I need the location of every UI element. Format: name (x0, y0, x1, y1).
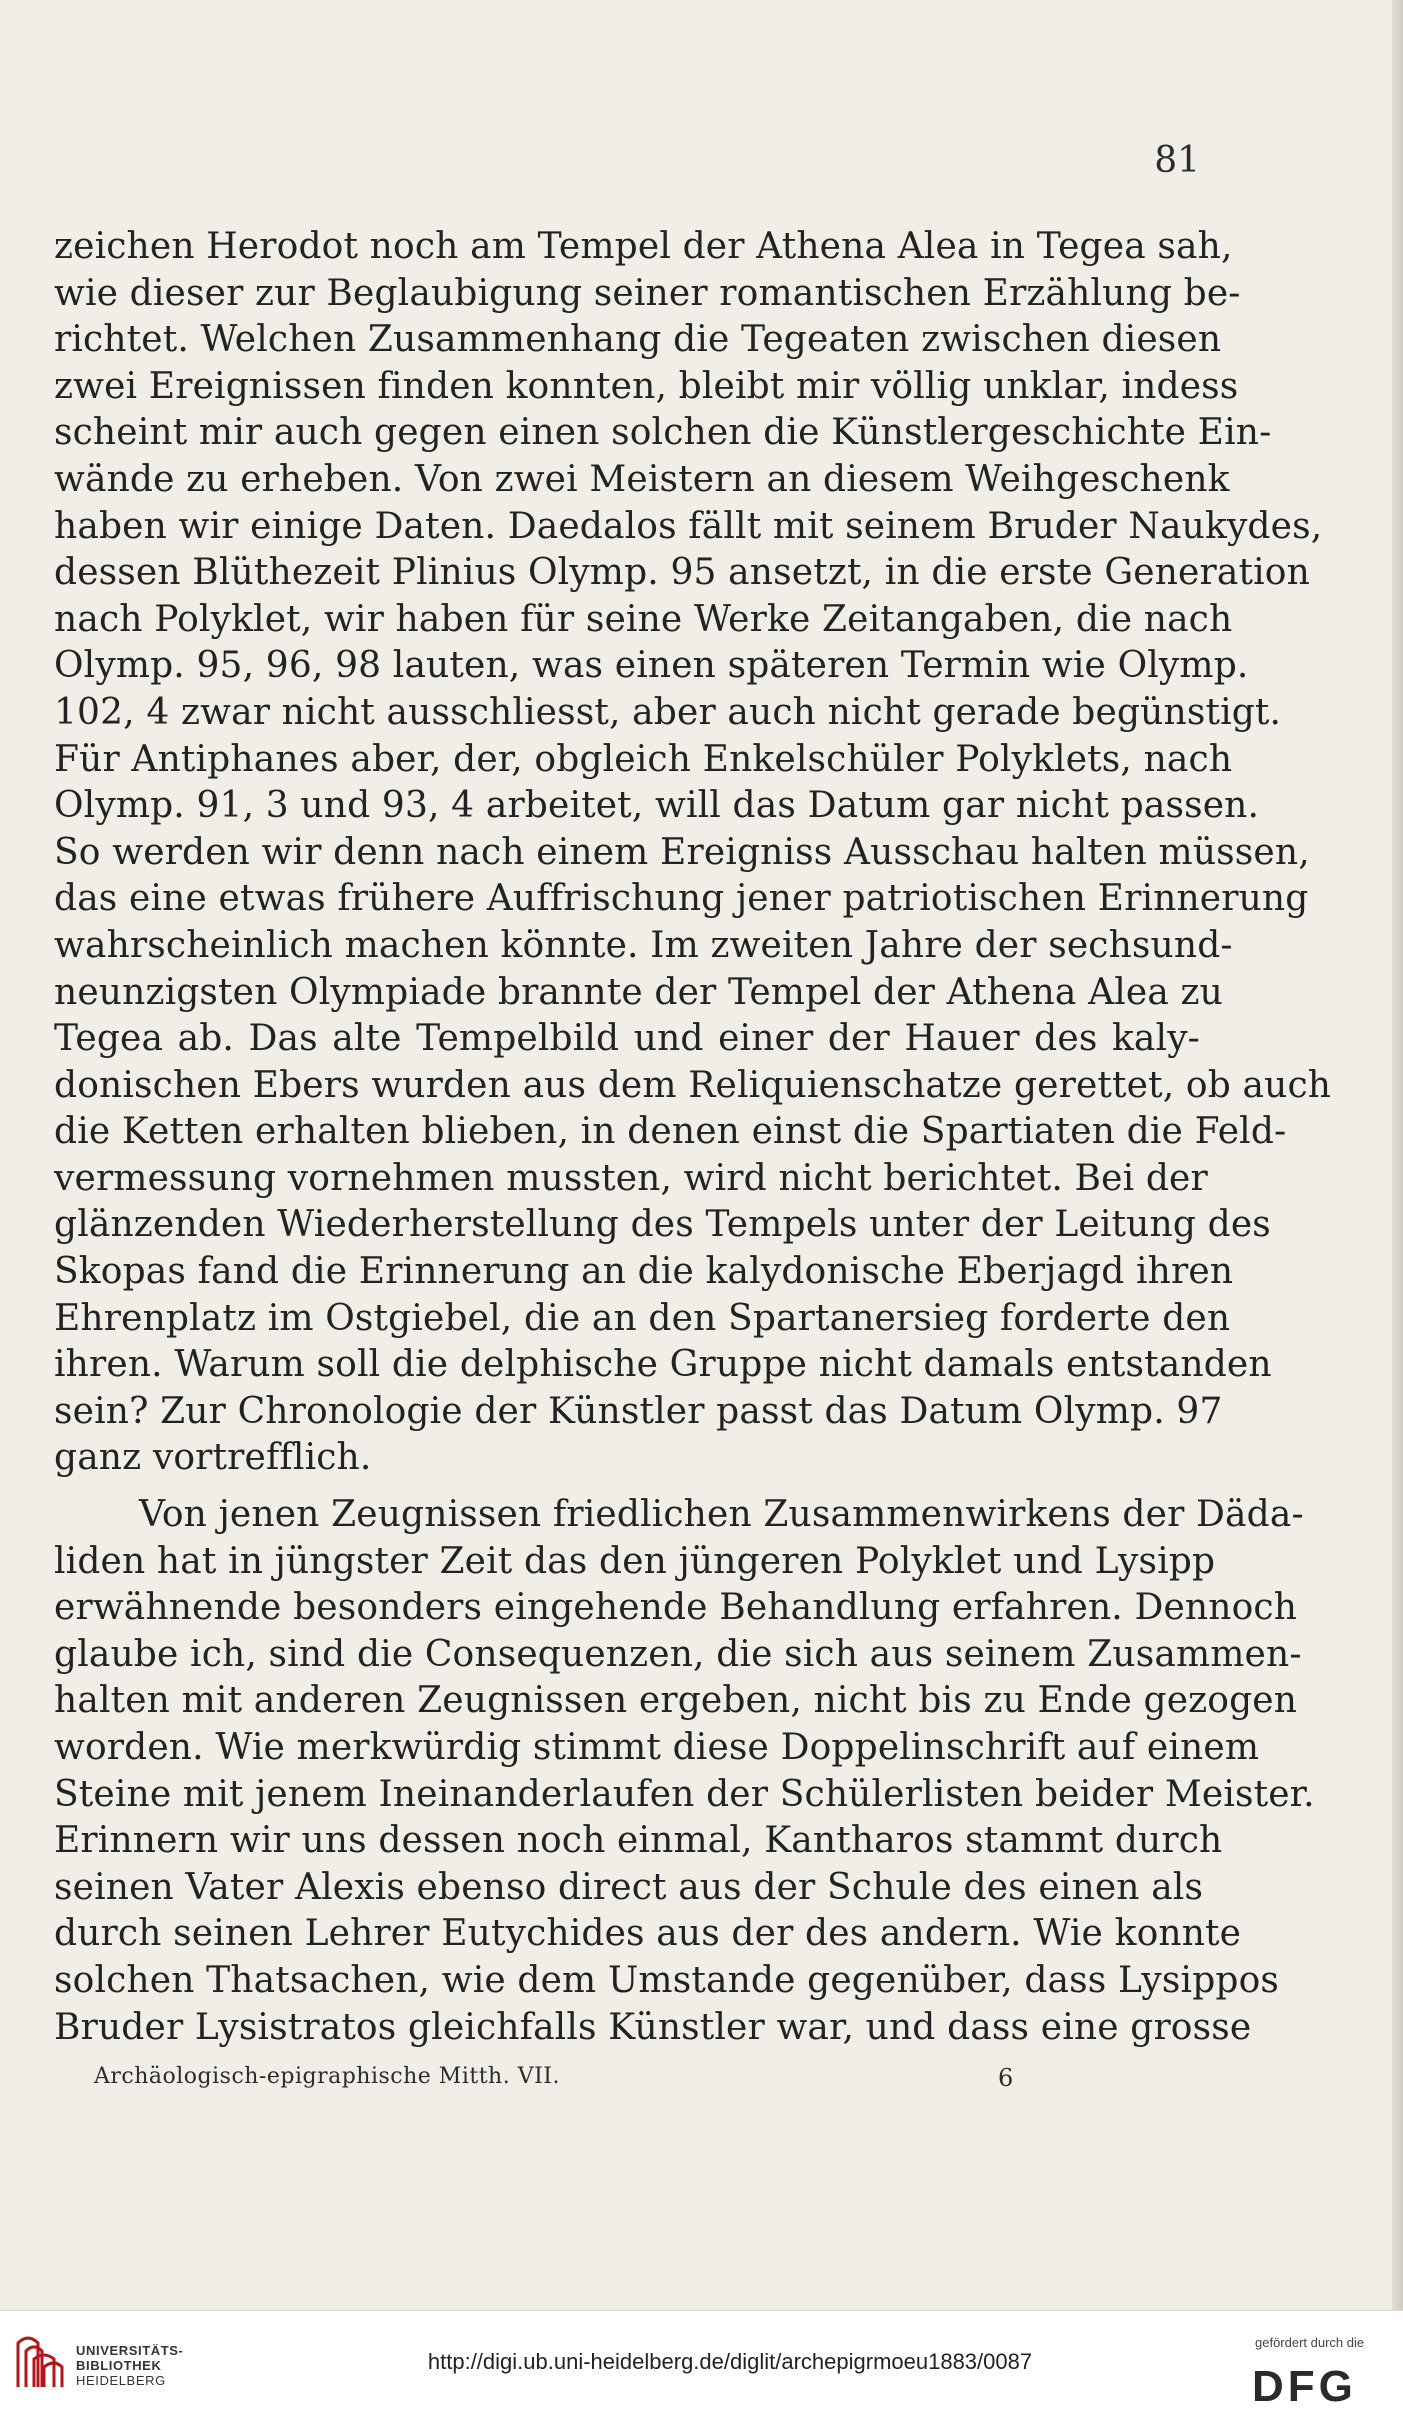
text-line: Tegea ab. Das alte Tempelbild und einer der Hauer des kaly- (54, 1018, 1200, 1060)
text-line: ihren. Warum soll die delphische Gruppe nicht damals entstanden (54, 1344, 1272, 1386)
text-line: die Ketten erhalten blieben, in denen einst die Spartiaten die Feld- (54, 1111, 1287, 1153)
text-line: sein? Zur Chronologie der Künstler passt das Datum Olymp. 97 (54, 1390, 1223, 1432)
text-line: das eine etwas frühere Auffrischung jener patriotischen Erinnerung (54, 878, 1309, 920)
text-line: neunzigsten Olympiade brannte der Tempel der Athena Alea zu (54, 971, 1223, 1013)
text-line: haben wir einige Daten. Daedalos fällt mit seinem Bruder Naukydes, (54, 505, 1323, 547)
text-line: wie dieser zur Beglaubigung seiner romantischen Erzählung be- (54, 272, 1241, 314)
text-line: vermessung vornehmen mussten, wird nicht berichtet. Bei der (54, 1157, 1208, 1199)
text-line: scheint mir auch gegen einen solchen die Künstlergeschichte Ein- (54, 412, 1272, 454)
text-line: nach Polyklet, wir haben für seine Werke Zeitangaben, die nach (54, 598, 1233, 640)
footer-sheet-signature: 6 (998, 2064, 1014, 2092)
paragraph-1 (54, 224, 1332, 1482)
text-line: Ehrenplatz im Ostgiebel, die an den Spartanersieg forderte den (54, 1297, 1231, 1339)
text-line: wände zu erheben. Von zwei Meistern an diesem Weihgeschenk (54, 458, 1230, 500)
text-line: Olymp. 95, 96, 98 lauten, was einen späteren Termin wie Olymp. (54, 645, 1249, 687)
library-name-line-3: HEIDELBERG (76, 2373, 166, 2388)
library-name-line-1: UNIVERSITÄTS- (76, 2343, 184, 2358)
paragraph-2 (54, 1492, 1315, 2051)
text-line: glänzenden Wiederherstellung des Tempels unter der Leitung des (54, 1204, 1271, 1246)
text-line: glaube ich, sind die Consequenzen, die sich aus seinem Zusammen- (54, 1633, 1302, 1675)
text-line: richtet. Welchen Zusammenhang die Tegeaten zwischen diesen (54, 319, 1222, 361)
library-name-line-2: BIBLIOTHEK (76, 2358, 162, 2373)
text-line: So werden wir denn nach einem Ereigniss Ausschau halten müssen, (54, 831, 1310, 873)
viewer-footer-bar (0, 2310, 1403, 2417)
text-line: Für Antiphanes aber, der, obgleich Enkelschüler Polyklets, nach (54, 738, 1233, 780)
text-line: Bruder Lysistratos gleichfalls Künstler war, und dass eine grosse (54, 2006, 1252, 2048)
funded-by-label: gefördert durch die (1255, 2335, 1365, 2350)
text-line: donischen Ebers wurden aus dem Reliquienschatze gerettet, ob auch (54, 1064, 1332, 1106)
text-line: halten mit anderen Zeugnissen ergeben, nicht bis zu Ende gezogen (54, 1680, 1298, 1722)
dfg-logo-icon (1252, 2363, 1388, 2405)
page-edge-shadow (1392, 0, 1403, 2310)
text-line: ganz vortrefflich. (54, 1437, 372, 1479)
text-line: zeichen Herodot noch am Tempel der Athena Alea in Tegea sah, (54, 226, 1233, 267)
permalink-url[interactable]: http://digi.ub.uni-heidelberg.de/diglit/archepigrmoeu1883/0087 (427, 2349, 1033, 2374)
text-line: Steine mit jenem Ineinanderlaufen der Schülerlisten beider Meister. (54, 1773, 1315, 1815)
footer-journal-title: Archäologisch-epigraphische Mitth. VII. (94, 2064, 560, 2089)
text-line: Von jenen Zeugnissen friedlichen Zusammenwirkens der Däda- (139, 1494, 1304, 1535)
university-library-name (76, 2343, 183, 2388)
text-line: zwei Ereignissen finden konnten, bleibt mir völlig unklar, indess (54, 365, 1239, 407)
text-line: Olymp. 91, 3 und 93, 4 arbeitet, will das Datum gar nicht passen. (54, 785, 1260, 827)
text-line: Erinnern wir uns dessen noch einmal, Kantharos stammt durch (54, 1820, 1223, 1862)
text-line: wahrscheinlich machen könnte. Im zweiten Jahre der sechsund- (54, 924, 1233, 966)
text-line: worden. Wie merkwürdig stimmt diese Doppelinschrift auf einem (54, 1726, 1260, 1768)
text-line: solchen Thatsachen, wie dem Umstande gegenüber, dass Lysippos (54, 1959, 1280, 2001)
text-line: liden hat in jüngster Zeit das den jüngeren Polyklet und Lysipp (54, 1540, 1216, 1582)
text-line: 102, 4 zwar nicht ausschliesst, aber auch nicht gerade begünstigt. (54, 691, 1282, 733)
university-library-logo-icon (14, 2329, 66, 2391)
page-number: 81 (1154, 140, 1200, 181)
text-line: dessen Blüthezeit Plinius Olymp. 95 ansetzt, in die erste Generation (54, 552, 1310, 594)
dfg-logo-text: DFG (1252, 2363, 1357, 2405)
text-line: durch seinen Lehrer Eutychides aus der des andern. Wie konnte (54, 1913, 1242, 1955)
text-line: seinen Vater Alexis ebenso direct aus der Schule des einen als (54, 1866, 1204, 1908)
text-line: erwähnende besonders eingehende Behandlung erfahren. Dennoch (54, 1587, 1298, 1629)
text-line: Skopas fand die Erinnerung an die kalydonische Eberjagd ihren (54, 1251, 1234, 1293)
